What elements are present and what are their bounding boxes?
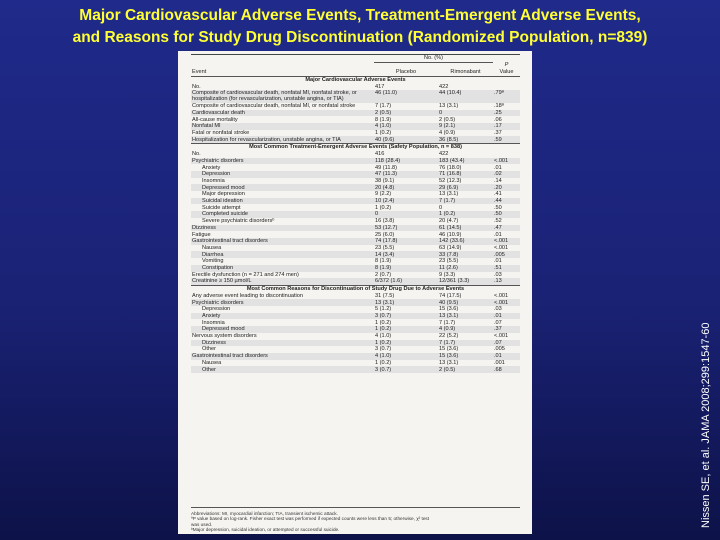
p-value-cell: .06 (494, 116, 502, 123)
event-cell: Creatinine ≥ 150 µmol/L (191, 278, 374, 285)
rimonabant-cell: 4 (0.9) (438, 326, 493, 333)
placebo-cell: 8 (1.9) (375, 116, 392, 123)
placebo-cell: 8 (1.9) (374, 265, 438, 272)
placebo-cell: 9 (2.2) (375, 191, 392, 198)
placebo-cell: 25 (6.0) (375, 231, 395, 238)
table-row (191, 293, 520, 300)
table-row (191, 158, 520, 165)
rimonabant-cell: 36 (8.5) (438, 136, 493, 143)
p-value-cell: .005 (493, 251, 520, 258)
p-value-cell: .07 (494, 319, 502, 326)
placebo-cell: 16 (3.8) (375, 218, 395, 225)
placebo-cell: 2 (0.7) (375, 271, 392, 278)
p-value-cell: .18ª (494, 103, 504, 110)
rimonabant-cell: 422 (439, 151, 449, 158)
placebo-cell: 7 (1.7) (375, 103, 392, 110)
p-value-column-header: Value (493, 69, 520, 76)
rimonabant-cell: 9 (2.1) (438, 123, 493, 130)
p-value-cell (493, 151, 520, 158)
placebo-cell: 53 (12.7) (374, 225, 438, 232)
event-cell: Fatigue (192, 231, 211, 238)
placebo-cell: 1 (0.2) (374, 340, 438, 347)
placebo-cell: 3 (0.7) (374, 313, 438, 320)
placebo-cell: 4 (1.0) (375, 333, 392, 340)
placebo-cell: 1 (0.2) (375, 129, 392, 136)
table-row (191, 231, 520, 238)
rimonabant-cell: 52 (12.3) (439, 177, 462, 184)
table-row (191, 103, 520, 110)
placebo-cell: 46 (11.0) (374, 90, 438, 103)
event-cell: Completed suicide (191, 211, 374, 218)
p-value-cell: .52 (494, 218, 502, 225)
rimonabant-cell: 15 (3.6) (438, 353, 493, 360)
p-value-cell: .01 (493, 313, 520, 320)
rimonabant-cell: 7 (1.7) (438, 340, 493, 347)
table-row (191, 340, 520, 347)
placebo-column-header: Placebo (374, 69, 438, 76)
event-cell: No. (192, 151, 201, 158)
table-row (191, 333, 520, 340)
rimonabant-cell: 20 (4.7) (439, 218, 459, 225)
p-value-cell: .03 (494, 271, 502, 278)
event-cell: Insomnia (202, 177, 225, 184)
table-header-row (191, 69, 520, 76)
footnote: was used. (191, 521, 213, 527)
event-cell: Cardiovascular death (191, 110, 374, 117)
p-value-cell: .25 (493, 110, 520, 117)
event-cell: Composite of cardiovascular death, nonfatal MI, nonfatal stroke, or hospitalization (for revascularization, unstable angina, or TIA) (191, 90, 374, 103)
section-title: Major Cardiovascular Adverse Events (191, 76, 520, 83)
event-cell: Composite of cardiovascular death, nonfatal MI, or nonfatal stroke (192, 103, 356, 110)
event-cell: Other (202, 346, 216, 353)
p-header-top: P (504, 62, 509, 69)
event-cell: No. (192, 83, 201, 90)
table-row (191, 171, 520, 178)
event-cell: Other (191, 366, 374, 373)
event-cell: Nervous system disorders (192, 333, 257, 340)
p-value-cell: .14 (494, 177, 502, 184)
p-value-cell: .68 (493, 366, 520, 373)
rimonabant-column-header: Rimonabant (438, 69, 493, 76)
table-row (191, 353, 520, 360)
event-column-header: Event (191, 69, 374, 76)
placebo-cell: 40 (9.6) (374, 136, 438, 143)
placebo-cell: 8 (1.9) (375, 258, 392, 265)
rimonabant-cell: 13 (3.1) (438, 313, 493, 320)
footnote: ªP value based on log-rank. Fisher exact test was performed if expected counts were less than 5; otherwise, χ² test (191, 516, 430, 522)
p-value-cell: .44 (493, 198, 520, 205)
rimonabant-cell: 23 (5.5) (439, 258, 459, 265)
p-value-cell: .50 (494, 204, 502, 211)
table-row (191, 204, 520, 211)
table-row (191, 245, 520, 252)
table-row (191, 258, 520, 265)
rimonabant-cell: 33 (7.8) (438, 251, 493, 258)
section-header-row (191, 76, 520, 83)
rimonabant-cell: 9 (3.3) (439, 271, 456, 278)
event-cell: Any adverse event leading to discontinuation (192, 292, 304, 299)
event-cell: Severe psychiatric disordersᵇ (202, 218, 275, 225)
table-row (191, 151, 520, 158)
p-value-cell: <.001 (494, 292, 509, 299)
table-row (191, 278, 520, 285)
table-row (191, 198, 520, 205)
p-value-cell (493, 83, 520, 90)
table-row (191, 299, 520, 306)
event-cell: Nonfatal MI (191, 123, 374, 130)
slide-title-line-1: Major Cardiovascular Adverse Events, Treatment-Emergent Adverse Events, (79, 7, 641, 24)
event-cell: Dizziness (191, 225, 374, 232)
placebo-cell: 0 (374, 211, 438, 218)
table-row (191, 225, 520, 232)
event-cell: Psychiatric disorders (191, 299, 374, 306)
placebo-cell: 49 (11.8) (375, 164, 397, 171)
table-row (191, 178, 520, 185)
event-cell: Gastrointestinal tract disorders (191, 238, 374, 245)
p-value-cell: .001 (494, 359, 505, 366)
event-cell: Diarrhea (191, 251, 374, 258)
placebo-cell: 5 (1.2) (375, 306, 392, 313)
table-row (191, 164, 520, 171)
placebo-cell: 1 (0.2) (375, 319, 392, 326)
table-row (191, 360, 520, 367)
p-value-cell: .005 (494, 346, 505, 353)
placebo-cell: 20 (4.8) (374, 184, 438, 191)
event-cell: Depressed mood (191, 184, 374, 191)
p-value-cell: .50 (493, 211, 520, 218)
event-cell: Hospitalization for revascularization, unstable angina, or TIA (191, 136, 374, 143)
rimonabant-cell: 1 (0.2) (438, 211, 493, 218)
footnote: Abbreviations: MI, myocardial infarction; TIA, transient ischemic attack. (191, 511, 338, 516)
event-cell: Erectile dysfunction (n = 271 and 274 men) (192, 271, 299, 278)
rimonabant-cell: 13 (3.1) (439, 191, 459, 198)
p-value-cell: .01 (493, 353, 520, 360)
p-value-cell: .47 (493, 225, 520, 232)
table-row (191, 319, 520, 326)
table-row (191, 191, 520, 198)
rimonabant-cell: 7 (1.7) (439, 319, 456, 326)
p-value-cell: .02 (493, 171, 520, 178)
placebo-cell: 31 (7.5) (375, 292, 395, 299)
p-value-cell: .41 (494, 191, 502, 198)
placebo-cell: 23 (5.5) (375, 244, 395, 251)
rimonabant-cell: 40 (9.5) (438, 299, 493, 306)
table-row (191, 238, 520, 245)
event-cell: Suicide attempt (202, 204, 241, 211)
p-value-cell: .37 (494, 129, 502, 136)
rimonabant-cell: 142 (33.6) (438, 238, 493, 245)
p-value-cell: .01 (494, 231, 502, 238)
rimonabant-cell: 29 (6.9) (438, 184, 493, 191)
table-row (191, 218, 520, 225)
rimonabant-cell: 13 (3.1) (439, 359, 459, 366)
rimonabant-cell: 15 (3.6) (439, 306, 459, 313)
rimonabant-cell: 422 (439, 83, 449, 90)
rimonabant-cell: 44 (10.4) (438, 90, 493, 103)
p-value-cell: <.001 (493, 238, 520, 245)
adverse-events-table (191, 54, 520, 373)
rimonabant-cell: 0 (438, 110, 493, 117)
p-value-cell: .03 (494, 306, 502, 313)
placebo-cell: 118 (28.4) (374, 158, 438, 165)
p-value-cell: <.001 (493, 158, 520, 165)
rimonabant-cell: 46 (10.9) (439, 231, 462, 238)
table-row (191, 90, 520, 103)
p-value-cell: .01 (494, 164, 502, 171)
rimonabant-cell: 12/361 (3.3) (438, 278, 493, 285)
rimonabant-cell: 2 (0.5) (438, 366, 493, 373)
event-cell: Depressed mood (191, 326, 374, 333)
event-cell: Anxiety (191, 313, 374, 320)
event-cell: Gastrointestinal tract disorders (191, 353, 374, 360)
placebo-cell: 10 (2.4) (374, 198, 438, 205)
rimonabant-cell: 7 (1.7) (438, 198, 493, 205)
table-row (191, 265, 520, 272)
table-row (191, 116, 520, 123)
p-value-cell: .59 (493, 136, 520, 143)
placebo-cell: 4 (1.0) (374, 353, 438, 360)
p-value-cell: .13 (493, 278, 520, 285)
event-cell: Suicidal ideation (191, 198, 374, 205)
placebo-cell: 3 (0.7) (375, 346, 392, 353)
event-cell: Nausea (202, 244, 222, 251)
event-cell: Depression (202, 306, 231, 313)
rimonabant-cell: 11 (2.6) (438, 265, 493, 272)
placebo-cell: 47 (11.3) (374, 171, 438, 178)
rimonabant-cell: 2 (0.5) (439, 116, 456, 123)
slide-title (0, 5, 720, 49)
event-cell: Anxiety (202, 164, 221, 171)
slide-title-line-2: and Reasons for Study Drug Discontinuation (Randomized Population, n=839) (72, 29, 648, 46)
table-group-header-row (191, 55, 520, 63)
table-row (191, 346, 520, 353)
footnote: ᵇMajor depression, suicidal ideation, or attempted or successful suicide. (191, 527, 340, 533)
journal-table-image (178, 51, 532, 534)
table-header-row-top (191, 62, 520, 69)
rimonabant-cell: 4 (0.9) (439, 129, 456, 136)
citation: Nissen SE, et al. JAMA 2008;299:1547-60 (700, 322, 712, 528)
rimonabant-cell: 183 (43.4) (438, 158, 493, 165)
event-cell: Major depression (202, 191, 245, 198)
placebo-cell: 6/372 (1.6) (374, 278, 438, 285)
table-row (191, 110, 520, 117)
table-row (191, 184, 520, 191)
rimonabant-cell: 61 (14.5) (438, 225, 493, 232)
placebo-cell: 417 (375, 83, 385, 90)
event-cell: Fatal or nonfatal stroke (192, 129, 250, 136)
p-value-cell: .17 (493, 123, 520, 130)
event-cell: Depression (191, 171, 374, 178)
p-value-cell: .51 (493, 265, 520, 272)
event-cell: Nausea (202, 359, 222, 366)
event-cell: Constipation (191, 265, 374, 272)
p-value-cell: <.001 (494, 333, 509, 340)
p-value-cell: .01 (494, 258, 502, 265)
p-value-cell: .20 (493, 184, 520, 191)
table-row (191, 251, 520, 258)
p-value-cell: .07 (493, 340, 520, 347)
group-header: No. (%) (374, 55, 493, 63)
event-cell: Insomnia (202, 319, 225, 326)
rimonabant-cell: 74 (17.5) (439, 292, 462, 299)
placebo-cell: 74 (17.8) (374, 238, 438, 245)
placebo-cell: 416 (375, 151, 385, 158)
placebo-cell: 1 (0.2) (374, 326, 438, 333)
placebo-cell: 13 (3.1) (374, 299, 438, 306)
table-row (191, 136, 520, 143)
section-title: Most Common Reasons for Discontinuation of Study Drug Due to Adverse Events (191, 285, 520, 292)
table-row (191, 313, 520, 320)
rimonabant-cell: 13 (3.1) (439, 103, 459, 110)
placebo-cell: 1 (0.2) (375, 359, 392, 366)
p-value-cell: <.001 (494, 244, 509, 251)
table-row (191, 130, 520, 137)
table-row (191, 123, 520, 130)
table-footnotes (191, 507, 520, 533)
table-row (191, 306, 520, 313)
event-cell: Psychiatric disorders (191, 158, 374, 165)
placebo-cell: 14 (3.4) (374, 251, 438, 258)
rimonabant-cell: 76 (18.0) (439, 164, 462, 171)
rimonabant-cell: 0 (439, 204, 443, 211)
table-row (191, 211, 520, 218)
placebo-cell: 4 (1.0) (374, 123, 438, 130)
event-cell: Dizziness (191, 340, 374, 347)
event-cell: Vomiting (202, 258, 224, 265)
rimonabant-cell: 22 (5.2) (439, 333, 459, 340)
placebo-cell: 38 (9.1) (375, 177, 395, 184)
rimonabant-cell: 63 (14.9) (439, 244, 462, 251)
section-header-row (191, 285, 520, 292)
table-row (191, 326, 520, 333)
section-title: Most Common Treatment-Emergent Adverse Events (Safety Population, n = 838) (191, 144, 520, 151)
p-value-cell: .37 (493, 326, 520, 333)
section-header-row (191, 144, 520, 151)
placebo-cell: 3 (0.7) (374, 366, 438, 373)
table-row (191, 366, 520, 373)
event-cell: All-cause mortality (192, 116, 238, 123)
placebo-cell: 2 (0.5) (374, 110, 438, 117)
rimonabant-cell: 71 (16.8) (438, 171, 493, 178)
rimonabant-cell: 15 (3.6) (439, 346, 459, 353)
placebo-cell: 1 (0.2) (375, 204, 392, 211)
p-value-cell: <.001 (493, 299, 520, 306)
table-row (191, 83, 520, 90)
table-row (191, 272, 520, 279)
p-value-cell: .79ª (493, 90, 520, 103)
